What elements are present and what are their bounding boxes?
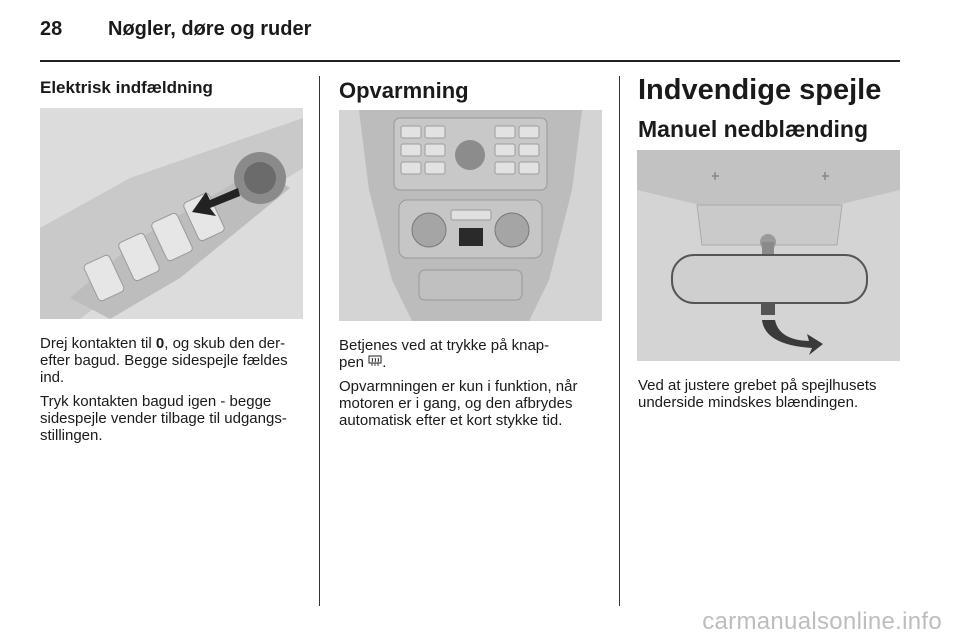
- rearview-mirror-figure: [637, 150, 900, 361]
- col2-p1-line2: pen: [339, 354, 369, 371]
- col2-p2-line3: automatisk efter et kort stykke tid.: [339, 412, 563, 429]
- col1-paragraph-2: [40, 393, 310, 444]
- col2-p1-line1: Betjenes ved at trykke på knap-: [339, 337, 550, 354]
- col2-paragraph-1: Betjenes ved at trykke på knap- pen .: [339, 337, 550, 371]
- col1-paragraph-1: [40, 335, 310, 386]
- heading-heating: Opvarmning: [339, 78, 469, 103]
- section-title: Nøgler, døre og ruder: [108, 18, 312, 40]
- mirror-switch-figure: [40, 108, 303, 319]
- watermark: carmanualsonline.info: [702, 608, 942, 635]
- col1-text: [40, 335, 310, 451]
- col1-p1-line2: efter bagud. Begge sidespejle fældes: [40, 352, 288, 369]
- col2-p2-line1: Opvarmningen er kun i funktion, når: [339, 378, 578, 395]
- heading-interior-mirrors: Indvendige spejle: [638, 74, 882, 106]
- subheading-manual-dimming: Manuel nedblænding: [638, 116, 868, 142]
- col1-p1-rest: , og skub den der-: [164, 335, 286, 352]
- col3-paragraph-1: [638, 377, 908, 411]
- col1-p2-line3: stillingen.: [40, 427, 103, 444]
- page-header: [40, 18, 311, 41]
- rear-window-heater-icon: [368, 354, 382, 371]
- col1-p2-line2: sidespejle vender tilbage til udgangs-: [40, 410, 287, 427]
- col3-p1-line1: Ved at justere grebet på spejlhusets: [638, 377, 877, 394]
- col3-p1-line2: underside mindskes blændingen.: [638, 394, 859, 411]
- heading-electric-folding: Elektrisk indfældning: [40, 78, 213, 97]
- header-rule: [40, 60, 900, 62]
- page-number: 28: [40, 18, 63, 40]
- col3-text: [638, 377, 908, 418]
- column-divider-2: [619, 76, 620, 606]
- col2-text: [339, 337, 609, 436]
- col2-p2-line2: motoren er i gang, og den afbrydes: [339, 395, 573, 412]
- col1-p1-prefix: Drej kontakten til: [40, 335, 156, 352]
- col1-p2-line1: Tryk kontakten bagud igen - begge: [40, 393, 272, 410]
- col2-paragraph-2: [339, 378, 609, 429]
- console-figure: [339, 110, 602, 321]
- col1-p1-line3: ind.: [40, 369, 65, 386]
- col1-p1-bold: 0: [155, 335, 165, 352]
- column-divider-1: [319, 76, 320, 606]
